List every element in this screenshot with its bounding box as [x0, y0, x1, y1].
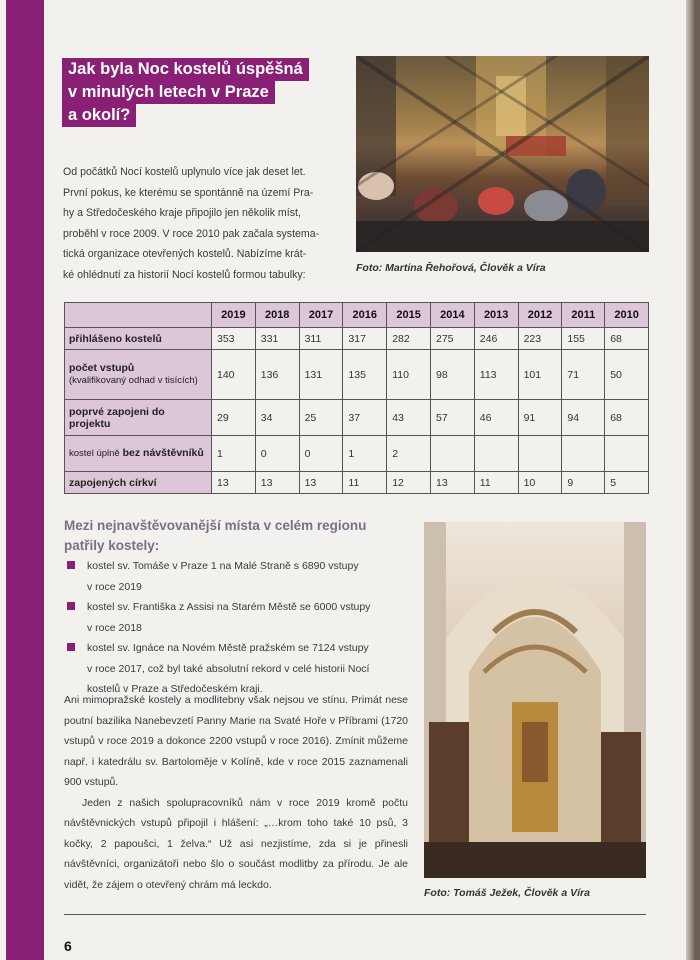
corner-cell — [65, 303, 212, 328]
intro-line: ké ohlédnutí za historií Nocí kostelů formou tabulky: — [63, 268, 306, 281]
intro-line: Od počátků Nocí kostelů uplynulo více jak deset let. — [63, 166, 306, 178]
row-label: zapojených církví — [65, 472, 212, 494]
table-cell: 10 — [518, 472, 562, 494]
year-header: 2017 — [299, 303, 343, 328]
bullet-list — [66, 556, 411, 700]
table-cell: 68 — [605, 328, 649, 350]
page-number: 6 — [64, 938, 72, 954]
list-item-line: v roce 2018 — [87, 621, 142, 634]
table-row — [65, 328, 649, 350]
year-header: 2019 — [212, 303, 256, 328]
table-cell: 1 — [212, 436, 256, 472]
heading-line: v minulých letech v Praze — [62, 81, 275, 104]
row-label-note: (kvalifikovaný odhad v tisících) — [69, 375, 198, 386]
table-cell: 282 — [387, 328, 431, 350]
intro-line: hy a Středočeského kraje připojilo jen několik míst, — [63, 207, 301, 219]
photo-illustration — [424, 522, 646, 878]
year-header: 2014 — [430, 303, 474, 328]
table-cell — [562, 436, 605, 472]
table-cell: 5 — [605, 472, 649, 494]
paragraph: Jeden z našich spolupracovníků nám v roce 2019 kromě počtu návštěvnických vstupů připojil i hlášení: „…krom toho také 10 psů, 3 kočky, 2 papoušci, 1 želva.“ Už asi nezjistíme, zda si je přinesli návštěvníci, organizátoři nebo šlo o součást modlitby za přírodu. Je ale vidět, že zájem o otevřený chrám má leckdo. — [64, 796, 408, 891]
table-cell — [474, 436, 518, 472]
paragraph: Ani mimopražské kostely a modlitebny však nejsou ve stínu. Primát nese poutní bazilika Nanebevzetí Panny Marie na Svaté Hoře v Příbrami (1720 vstupů v roce 2019 a dokonce 2200 vstupů v roce 2016). Zmínit můžeme např. i katedrálu sv. Bartoloměje v Kolíně, kde v roce 2015 zaznamenali 900 vstupů. — [64, 694, 408, 788]
year-header: 2015 — [387, 303, 431, 328]
table-cell: 131 — [299, 350, 343, 400]
table-row — [65, 472, 649, 494]
table-cell — [518, 436, 562, 472]
table-cell: 91 — [518, 400, 562, 436]
year-header: 2012 — [518, 303, 562, 328]
row-label: přihlášeno kostelů — [65, 328, 212, 350]
table-cell: 246 — [474, 328, 518, 350]
table-cell: 353 — [212, 328, 256, 350]
list-item-line: v roce 2019 — [87, 580, 142, 593]
square-bullet-icon — [67, 561, 75, 569]
table-cell: 11 — [343, 472, 387, 494]
side-color-bar — [6, 0, 44, 960]
table-cell: 94 — [562, 400, 605, 436]
table-row — [65, 400, 649, 436]
intro-line: První pokus, ke kterému se spontánně na území Pra- — [63, 186, 314, 199]
intro-line: proběhl v roce 2009. V roce 2010 pak začala systema- — [63, 227, 320, 240]
church-interior-photo — [356, 56, 649, 252]
table-cell: 2 — [387, 436, 431, 472]
table-cell: 34 — [255, 400, 299, 436]
table-row — [65, 436, 649, 472]
heading-line: Jak byla Noc kostelů úspěšná — [62, 58, 309, 81]
square-bullet-icon — [67, 602, 75, 610]
intro-paragraph — [63, 162, 345, 285]
row-label-prefix: kostel úplně — [69, 448, 120, 459]
article-body — [64, 690, 408, 895]
table-cell: 13 — [212, 472, 256, 494]
photo-caption: Foto: Martina Řehořová, Člověk a Víra — [356, 262, 546, 274]
list-item — [66, 597, 411, 638]
table-cell: 12 — [387, 472, 431, 494]
table-cell: 43 — [387, 400, 431, 436]
table-cell: 0 — [299, 436, 343, 472]
list-item-line: v roce 2017, což byl také absolutní rekord v celé historii Nocí — [87, 662, 370, 675]
footer-divider — [64, 914, 646, 915]
table-cell: 136 — [255, 350, 299, 400]
list-item-line: kostel sv. Františka z Assisi na Starém Městě se 6000 vstupy — [87, 601, 371, 613]
heading-box — [62, 58, 352, 127]
heading-line: a okolí? — [62, 104, 136, 127]
table-cell: 68 — [605, 400, 649, 436]
table-cell: 11 — [474, 472, 518, 494]
table-cell: 135 — [343, 350, 387, 400]
square-bullet-icon — [67, 643, 75, 651]
table-row — [65, 350, 649, 400]
year-header: 2016 — [343, 303, 387, 328]
list-item-line: kostel sv. Ignáce na Novém Městě pražském se 7124 vstupy — [87, 642, 369, 654]
table-cell — [605, 436, 649, 472]
table-cell: 1 — [343, 436, 387, 472]
photo-illustration — [356, 56, 649, 252]
list-item-line: kostel sv. Tomáše v Praze 1 na Malé Straně s 6890 vstupy — [87, 560, 359, 572]
year-header: 2018 — [255, 303, 299, 328]
table-cell: 155 — [562, 328, 605, 350]
year-header: 2010 — [605, 303, 649, 328]
table-cell: 13 — [255, 472, 299, 494]
table-cell: 37 — [343, 400, 387, 436]
table-cell: 29 — [212, 400, 256, 436]
table-cell: 113 — [474, 350, 518, 400]
intro-line: tická organizace otevřených kostelů. Nabízíme krát- — [63, 248, 307, 260]
table-cell: 98 — [430, 350, 474, 400]
table-cell: 71 — [562, 350, 605, 400]
table-cell: 13 — [299, 472, 343, 494]
statistics-table — [64, 302, 649, 494]
year-header: 2011 — [562, 303, 605, 328]
basilica-interior-photo — [424, 522, 646, 878]
table-cell: 25 — [299, 400, 343, 436]
list-item-line: kostelů v Praze a Středočeském kraji. — [87, 683, 263, 695]
table-cell — [430, 436, 474, 472]
table-cell: 223 — [518, 328, 562, 350]
table-cell: 50 — [605, 350, 649, 400]
table-cell: 57 — [430, 400, 474, 436]
photo-caption: Foto: Tomáš Ježek, Člověk a Víra — [424, 887, 590, 899]
table-header-row — [65, 303, 649, 328]
table-cell: 331 — [255, 328, 299, 350]
table-cell: 46 — [474, 400, 518, 436]
page-edge — [686, 0, 694, 960]
row-label-strong: bez návštěvníků — [122, 447, 204, 459]
table-cell: 311 — [299, 328, 343, 350]
table-cell: 0 — [255, 436, 299, 472]
row-label-text: počet vstupů — [69, 362, 135, 374]
table-cell: 275 — [430, 328, 474, 350]
table-cell: 101 — [518, 350, 562, 400]
table-cell: 110 — [387, 350, 431, 400]
table-cell: 140 — [212, 350, 256, 400]
list-item — [66, 556, 411, 597]
table-cell: 13 — [430, 472, 474, 494]
section-heading: Mezi nejnavštěvovanější místa v celém regionu patřily kostely: — [64, 518, 367, 553]
year-header: 2013 — [474, 303, 518, 328]
row-label: poprvé zapojeni do projektu — [65, 400, 212, 436]
row-label — [65, 436, 212, 472]
table-cell: 9 — [562, 472, 605, 494]
row-label — [65, 350, 212, 400]
table-cell: 317 — [343, 328, 387, 350]
